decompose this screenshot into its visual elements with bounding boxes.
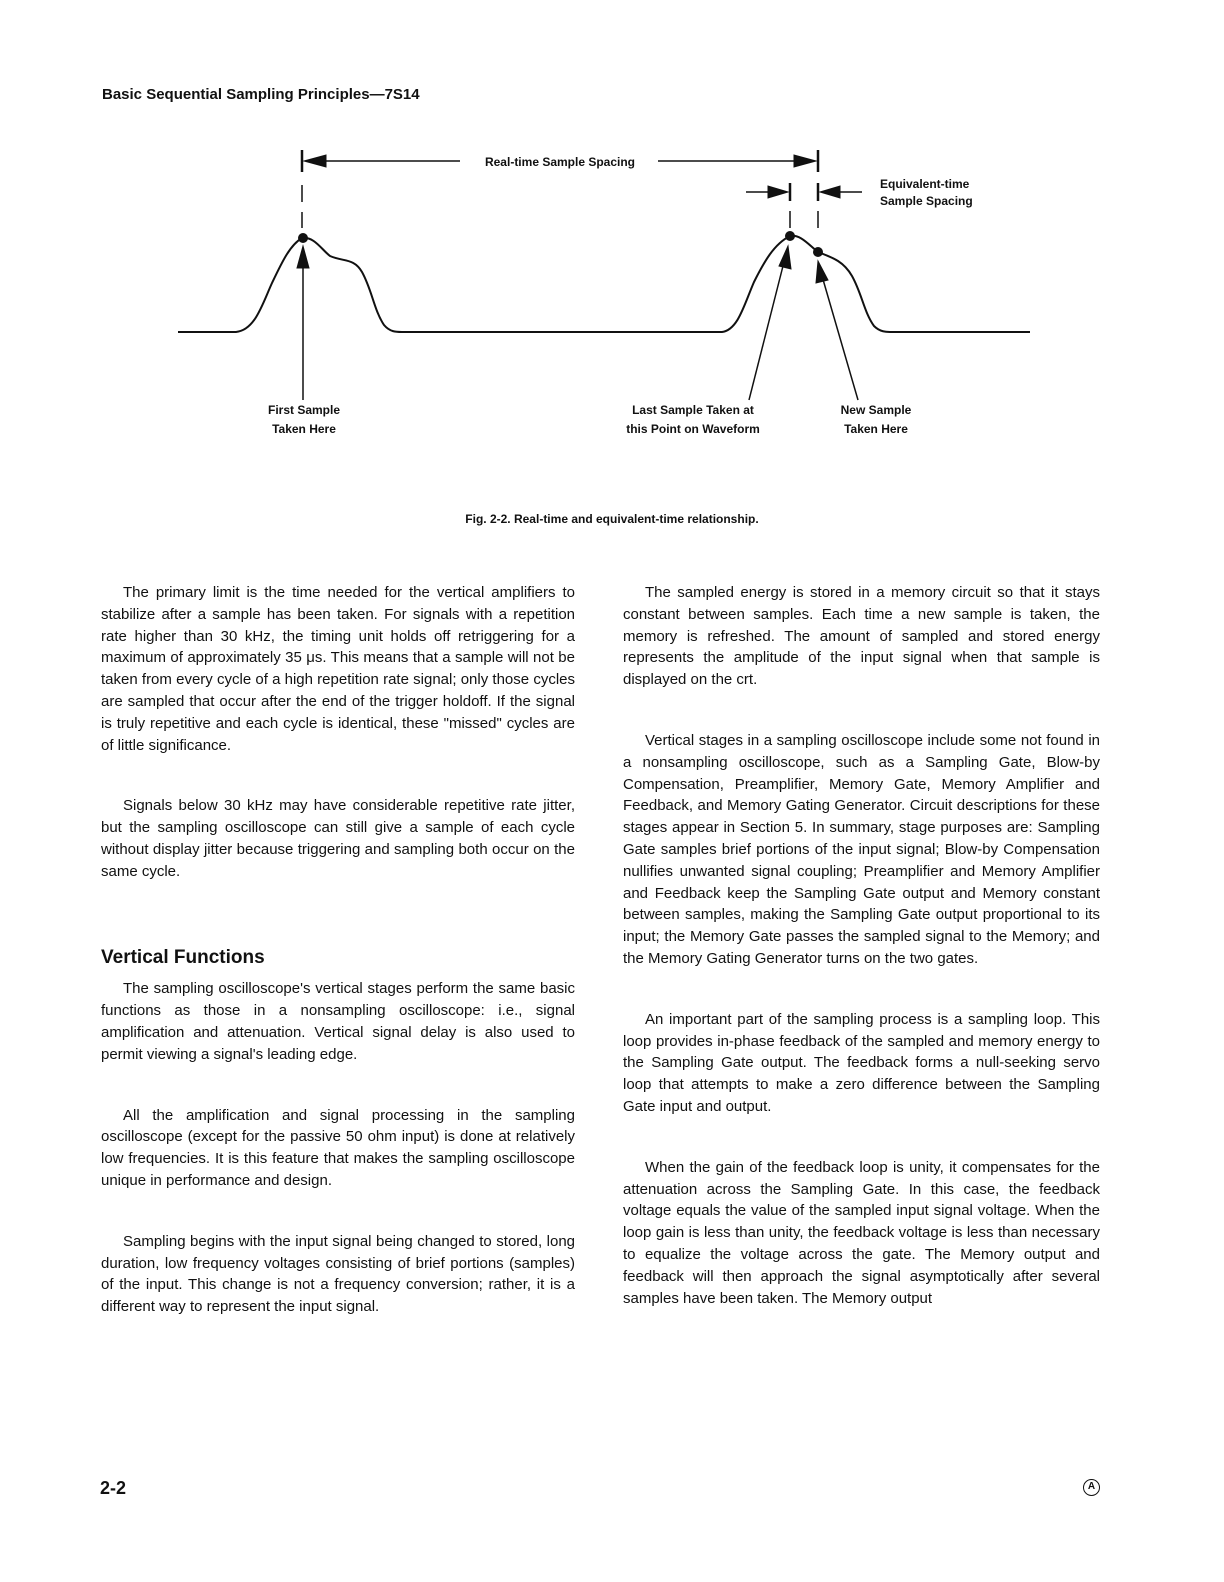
running-header: Basic Sequential Sampling Principles—7S14	[102, 86, 420, 103]
equivalent-label-line1: Equivalent-time	[880, 177, 970, 191]
paragraph: The sampling oscilloscope's vertical stages perform the same basic functions as those in a nonsampling oscilloscope: i.e., signal amplification and attenuation. Vertical signal delay is also used to permit viewing a signal's leading edge.	[101, 980, 575, 1063]
page-number: 2-2	[100, 1478, 127, 1498]
pointer-arrows	[297, 246, 858, 400]
paragraph: When the gain of the feedback loop is unity, it compensates for the attenuation across the Sampling Gate. In this case, the feedback voltage equals the value of the sampled input signal voltage. When the loop gain is less than unity, the feedback voltage is less than necessary to equalize the voltage across the gate. The Memory output and feedback will then approach the signal asymptotically after several samples have been taken. The Memory output	[623, 1158, 1100, 1307]
equivalent-dimension	[746, 183, 862, 228]
right-column	[623, 582, 1100, 1309]
new-sample-label-line1: New Sample	[840, 403, 912, 417]
paragraph: The primary limit is the time needed for the vertical amplifiers to stabilize after a sample has been taken. For signals with a repetition rate higher than 30 kHz, the timing unit holds off retriggering for a maximum of approximately 35 μs. This means that a sample will not be taken from every cycle of a high repetition rate signal; only those cycles are sampled that occur after the end of the trigger holdoff. If the signal is truly repetitive and each cycle is identical, these "missed" cycles are of little significance.	[101, 584, 575, 754]
figure-caption: Fig. 2-2. Real-time and equivalent-time relationship.	[465, 512, 759, 526]
sampling-figure	[0, 0, 1224, 540]
left-column	[101, 582, 575, 1318]
last-sample-label-line1: Last Sample Taken at	[632, 403, 754, 417]
equivalent-label-line2: Sample Spacing	[880, 194, 973, 208]
last-sample-label-line2: this Point on Waveform	[626, 422, 760, 436]
circled-a-mark: A	[1083, 1479, 1100, 1496]
first-sample-dot	[298, 233, 308, 243]
first-sample-label-line1: First Sample	[267, 403, 341, 417]
last-sample-dot	[785, 231, 795, 241]
section-heading: Vertical Functions	[101, 946, 265, 968]
paragraph: Signals below 30 kHz may have considerable repetitive rate jitter, but the sampling oscilloscope can still give a sample of each cycle without display jitter because triggering and sampling both occur on the same cycle.	[101, 797, 575, 880]
paragraph: Sampling begins with the input signal being changed to stored, long duration, low frequency voltages consisting of brief portions (samples) of the input. This change is not a frequency conversion; rather, it is a different way to represent the input signal.	[101, 1232, 575, 1316]
paragraph: Vertical stages in a sampling oscilloscope include some not found in a nonsampling oscilloscope, such as a Sampling Gate, Blow-by Compensation, Preamplifier, Memory Gate, Memory Amplifier and Feedback, and Memory Gating Generator. Circuit descriptions for these stages appear in Section 5. In summary, stage purposes are: Sampling Gate samples brief portions of the input signal; Blow-by Compensation nullifies unwanted signal coupling; Preamplifier and Memory Amplifier and Feedback keep the Sampling Gate output and Memory constant between samples, making the Sampling Gate output proportional to its input; the Memory Gate passes the sampled signal to the Memory; and the Memory Gating Generator turns on the two gates.	[623, 731, 1100, 967]
realtime-label: Real-time Sample Spacing	[484, 155, 636, 169]
waveform-line	[178, 236, 1030, 332]
paragraph: An important part of the sampling process is a sampling loop. This loop provides in-phase feedback of the sampled and memory energy to the Sampling Gate output. The feedback forms a null-seeking servo loop that attempts to make a zero difference between the Sampling Gate input and output.	[623, 1010, 1100, 1115]
new-sample-label-line2: Taken Here	[844, 422, 908, 436]
new-sample-dot	[813, 247, 823, 257]
paragraph: All the amplification and signal processing in the sampling oscilloscope (except for the passive 50 ohm input) is done at relatively low frequencies. It is this feature that makes the sampling oscilloscope unique in performance and design.	[101, 1106, 575, 1189]
paragraph: The sampled energy is stored in a memory circuit so that it stays constant between samples. Each time a new sample is taken, the memory is refreshed. The amount of sampled and stored energy represents the amplitude of the input signal when that sample is displayed on the crt.	[623, 584, 1100, 689]
first-sample-label-line2: Taken Here	[272, 422, 336, 436]
